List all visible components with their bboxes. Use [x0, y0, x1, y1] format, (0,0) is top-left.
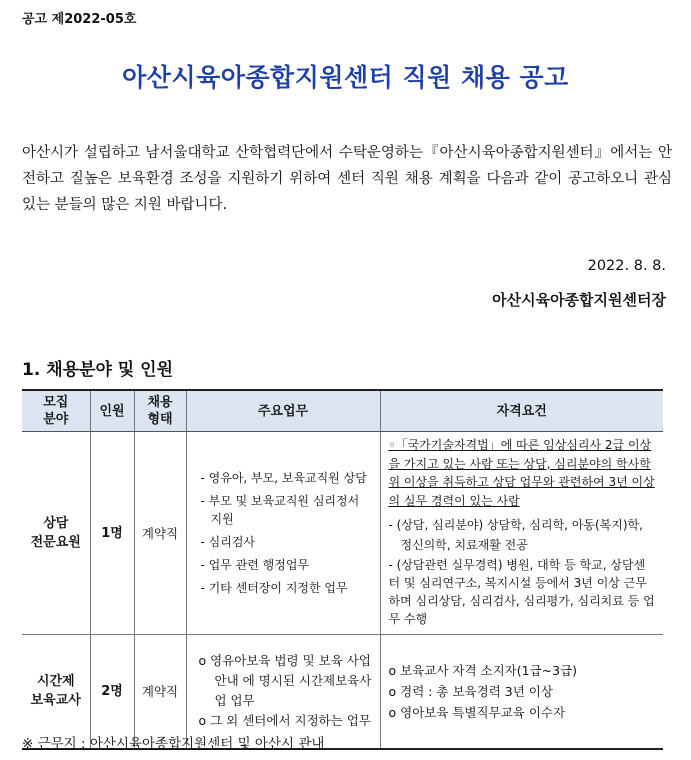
duty-item: - 기타 센터장이 지정한 업무	[200, 581, 348, 595]
qualification-item: o 영아보육 특별직무교육 이수자	[388, 704, 566, 720]
header-duties: 주요업무	[186, 390, 380, 432]
duty-item: - 심리검사	[200, 535, 256, 549]
field-line1: 상담	[43, 516, 69, 531]
type-cell: 계약직	[134, 635, 186, 749]
count-cell: 1명	[90, 432, 134, 635]
notice-number: 공고 제2022-05호	[22, 12, 137, 27]
page-title: 아산시육아종합지원센터 직원 채용 공고	[122, 63, 569, 92]
qualifications-cell	[380, 635, 663, 749]
qualification-item: o 경력 : 총 보육경력 3년 이상	[388, 683, 553, 699]
duty-item: - 부모 및 보육교직원 심리정서 지원	[200, 494, 360, 526]
header-field	[22, 390, 90, 432]
recruitment-table	[22, 389, 663, 750]
type-cell: 계약직	[134, 432, 186, 635]
header-field-line2: 분야	[43, 412, 69, 427]
header-field-line1: 모집	[43, 395, 69, 410]
duties-cell	[186, 432, 380, 635]
header-type-line1: 채용	[147, 395, 173, 410]
qualification-main: ◦「국가기술자격법」에 따른 임상심리사 2급 이상을 가지고 있는 사람 또는 상담, 심리분야의 학사학위 이상을 취득하고 상담 업무와 관련하여 3년 이상의 실무 경력이 있는 사람	[388, 438, 655, 508]
table-row	[22, 432, 663, 635]
table-header-row	[22, 390, 663, 432]
qualifications-cell	[380, 432, 663, 635]
issuer: 아산시육아종합지원센터장	[492, 291, 666, 309]
duty-item: - 영유아, 부모, 보육교직원 상담	[200, 471, 367, 485]
announcement-date: 2022. 8. 8.	[587, 258, 666, 274]
footnote: ※ 근무지 : 아산시육아종합지원센터 및 아산시 관내	[22, 736, 325, 752]
qualification-sub-item: 정신의학, 치료재활 전공	[400, 538, 528, 552]
field-cell	[22, 432, 90, 635]
header-qualifications: 자격요건	[380, 390, 663, 432]
qualification-sub-item: - (상담관련 실무경력) 병원, 대학 등 학교, 상담센터 및 심리연구소, 복지시설 등에서 3년 이상 근무하며 심리상담, 심리검사, 심리평가, 심리치료 등 업무 수행	[388, 558, 655, 626]
header-type-line2: 형태	[147, 412, 173, 427]
field-line2: 보육교사	[30, 693, 81, 709]
qualification-item: o 보육교사 자격 소지자(1급~3급)	[388, 662, 578, 678]
header-type	[134, 390, 186, 432]
duty-item: - 업무 관련 행정업무	[200, 558, 310, 572]
qualification-sub-item: - (상담, 심리분야) 상담학, 심리학, 아동(복지)학,	[388, 518, 643, 532]
duty-item: o 영유아보육 법령 및 보육 사업 안내 에 명시된 시간제보육사업 업무	[198, 653, 372, 709]
field-line2: 전문요원	[30, 535, 81, 550]
count-cell: 2명	[90, 635, 134, 749]
intro-paragraph: 아산시가 설립하고 남서울대학교 산학협력단에서 수탁운영하는『아산시육아종합지원센터』에서는 안전하고 질높은 보육환경 조성을 지원하기 위하여 센터 직원 채용 계획을 다음과 같이 공고하오니 관심 있는 분들의 많은 지원 바랍니다.	[22, 145, 672, 213]
duty-item: o 그 외 센터에서 지정하는 업무	[198, 713, 371, 729]
field-line1: 시간제	[36, 674, 75, 690]
header-count: 인원	[90, 390, 134, 432]
section-title: 1. 채용분야 및 인원	[22, 360, 173, 380]
